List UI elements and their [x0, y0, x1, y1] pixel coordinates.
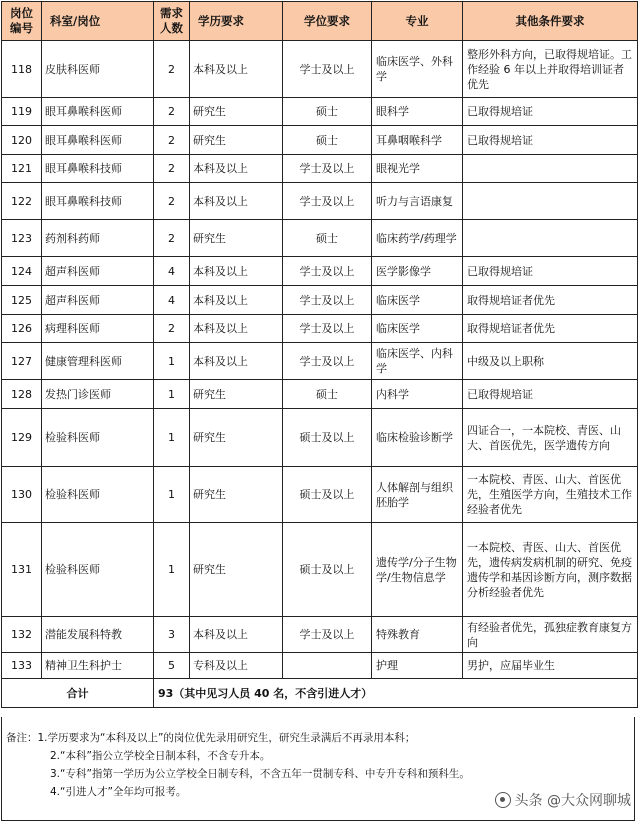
cell-post-id: 118 [2, 41, 42, 98]
cell-post-id: 121 [2, 155, 42, 183]
cell-dept: 药剂科药师 [42, 220, 154, 257]
table-row [2, 41, 638, 98]
cell-major: 医学影像学 [372, 257, 463, 286]
header-degree: 学位要求 [283, 2, 372, 41]
table-row [2, 126, 638, 155]
cell-other [463, 183, 638, 220]
cell-edu: 研究生 [190, 380, 283, 409]
recruitment-table [1, 1, 638, 708]
cell-edu: 本科及以上 [190, 286, 283, 315]
cell-dept: 检验科医师 [42, 467, 154, 523]
cell-other: 一本院校、青医、山大、首医优先，生殖医学方向，生殖技术工作经验者优先 [463, 467, 638, 523]
cell-other: 中级及以上职称 [463, 343, 638, 380]
cell-edu: 本科及以上 [190, 155, 283, 183]
cell-major: 听力与言语康复 [372, 183, 463, 220]
total-label: 合计 [2, 679, 154, 708]
table-row [2, 653, 638, 679]
cell-post-id: 128 [2, 380, 42, 409]
cell-post-id: 124 [2, 257, 42, 286]
table-row [2, 409, 638, 467]
cell-major: 临床医学 [372, 286, 463, 315]
cell-major: 耳鼻咽喉科学 [372, 126, 463, 155]
cell-num: 4 [154, 257, 190, 286]
cell-num: 1 [154, 467, 190, 523]
cell-post-id: 130 [2, 467, 42, 523]
cell-major: 临床检验诊断学 [372, 409, 463, 467]
cell-major: 临床医学、外科学 [372, 41, 463, 98]
cell-major: 遗传学/分子生物学/生物信息学 [372, 523, 463, 617]
cell-num: 1 [154, 343, 190, 380]
cell-other: 已取得规培证 [463, 98, 638, 126]
cell-other: 整形外科方向，已取得规培证。工作经验 6 年以上并取得培训证者优先 [463, 41, 638, 98]
cell-post-id: 133 [2, 653, 42, 679]
watermark [495, 790, 631, 810]
cell-edu: 研究生 [190, 98, 283, 126]
cell-dept: 眼耳鼻喉科医师 [42, 126, 154, 155]
cell-major: 眼科学 [372, 98, 463, 126]
notes-prefix: 备注： [6, 732, 38, 744]
cell-dept: 病理科医师 [42, 315, 154, 343]
cell-dept: 精神卫生科护士 [42, 653, 154, 679]
cell-dept: 皮肤科医师 [42, 41, 154, 98]
table-row [2, 155, 638, 183]
table-row [2, 380, 638, 409]
header-other: 其他条件要求 [463, 2, 638, 41]
cell-num: 2 [154, 315, 190, 343]
cell-major: 临床药学/药理学 [372, 220, 463, 257]
cell-edu: 研究生 [190, 220, 283, 257]
cell-num: 2 [154, 41, 190, 98]
cell-num: 4 [154, 286, 190, 315]
cell-edu: 研究生 [190, 409, 283, 467]
toutiao-logo-icon [495, 792, 511, 808]
table-row [2, 220, 638, 257]
cell-dept: 眼耳鼻喉科医师 [42, 98, 154, 126]
cell-major: 内科学 [372, 380, 463, 409]
cell-degree: 学士及以上 [283, 286, 372, 315]
cell-post-id: 119 [2, 98, 42, 126]
cell-dept: 检验科医师 [42, 523, 154, 617]
cell-post-id: 129 [2, 409, 42, 467]
cell-num: 2 [154, 126, 190, 155]
cell-other: 取得规培证者优先 [463, 286, 638, 315]
cell-major: 护理 [372, 653, 463, 679]
cell-num: 1 [154, 380, 190, 409]
cell-num: 2 [154, 155, 190, 183]
cell-post-id: 132 [2, 617, 42, 653]
cell-degree: 硕士 [283, 126, 372, 155]
cell-post-id: 125 [2, 286, 42, 315]
cell-degree: 学士及以上 [283, 183, 372, 220]
table-row [2, 467, 638, 523]
cell-degree: 学士及以上 [283, 315, 372, 343]
cell-edu: 本科及以上 [190, 257, 283, 286]
cell-dept: 健康管理科医师 [42, 343, 154, 380]
cell-degree: 硕士及以上 [283, 523, 372, 617]
cell-dept: 发热门诊医师 [42, 380, 154, 409]
table-row [2, 183, 638, 220]
cell-dept: 检验科医师 [42, 409, 154, 467]
cell-degree: 学士及以上 [283, 155, 372, 183]
cell-other: 男护，应届毕业生 [463, 653, 638, 679]
table-row [2, 343, 638, 380]
header-major: 专业 [372, 2, 463, 41]
cell-other: 已取得规培证 [463, 257, 638, 286]
cell-dept: 超声科医师 [42, 286, 154, 315]
cell-other: 取得规培证者优先 [463, 315, 638, 343]
cell-dept: 眼耳鼻喉科技师 [42, 155, 154, 183]
table-row [2, 286, 638, 315]
cell-edu: 研究生 [190, 126, 283, 155]
cell-other [463, 155, 638, 183]
header-num: 需求人数 [154, 2, 190, 41]
cell-degree: 学士及以上 [283, 41, 372, 98]
cell-other: 有经验者优先，孤独症教育康复方向 [463, 617, 638, 653]
cell-edu: 本科及以上 [190, 315, 283, 343]
cell-post-id: 127 [2, 343, 42, 380]
cell-post-id: 126 [2, 315, 42, 343]
cell-other: 已取得规培证 [463, 126, 638, 155]
header-post-id: 岗位编号 [2, 2, 42, 41]
cell-other: 已取得规培证 [463, 380, 638, 409]
note-2: 2.“本科”指公立学校全日制本科，不含专升本。 [50, 750, 271, 762]
cell-other: 四证合一，一本院校、青医、山大、首医优先，医学遗传方向 [463, 409, 638, 467]
cell-edu: 本科及以上 [190, 343, 283, 380]
cell-edu: 本科及以上 [190, 617, 283, 653]
header-edu: 学历要求 [190, 2, 283, 41]
cell-dept: 超声科医师 [42, 257, 154, 286]
cell-degree: 硕士 [283, 98, 372, 126]
cell-degree: 硕士 [283, 220, 372, 257]
table-row [2, 617, 638, 653]
cell-num: 3 [154, 617, 190, 653]
cell-num: 1 [154, 523, 190, 617]
cell-degree [283, 653, 372, 679]
cell-other [463, 220, 638, 257]
cell-edu: 本科及以上 [190, 41, 283, 98]
cell-degree: 硕士 [283, 380, 372, 409]
cell-edu: 专科及以上 [190, 653, 283, 679]
note-1: 备注：1.学历要求为“本科及以上”的岗位优先录用研究生，研究生录满后不再录用本科； [6, 732, 416, 744]
cell-post-id: 120 [2, 126, 42, 155]
cell-major: 人体解剖与组织胚胎学 [372, 467, 463, 523]
table-row [2, 315, 638, 343]
cell-major: 临床医学 [372, 315, 463, 343]
cell-edu: 研究生 [190, 523, 283, 617]
cell-post-id: 123 [2, 220, 42, 257]
cell-degree: 硕士及以上 [283, 467, 372, 523]
cell-dept: 潜能发展科特教 [42, 617, 154, 653]
cell-major: 临床医学、内科学 [372, 343, 463, 380]
cell-num: 2 [154, 220, 190, 257]
table-row [2, 257, 638, 286]
watermark-text: 头条 @大众网聊城 [514, 793, 631, 809]
cell-degree: 硕士及以上 [283, 409, 372, 467]
total-value: 93（其中见习人员 40 名，不含引进人才） [154, 679, 638, 708]
note-4: 4.“引进人才”全年均可报考。 [50, 786, 187, 798]
cell-dept: 眼耳鼻喉科技师 [42, 183, 154, 220]
cell-num: 1 [154, 409, 190, 467]
cell-edu: 本科及以上 [190, 183, 283, 220]
cell-num: 5 [154, 653, 190, 679]
total-row [2, 679, 638, 708]
cell-degree: 学士及以上 [283, 343, 372, 380]
cell-post-id: 122 [2, 183, 42, 220]
table-row [2, 523, 638, 617]
cell-num: 2 [154, 183, 190, 220]
table-header-row [2, 2, 638, 41]
note-3: 3.“专科”指第一学历为公立学校全日制专科，不含五年一贯制专科、中专升专科和预科生。 [50, 768, 470, 780]
header-dept: 科室/岗位 [42, 2, 154, 41]
cell-degree: 学士及以上 [283, 257, 372, 286]
cell-edu: 研究生 [190, 467, 283, 523]
table-row [2, 98, 638, 126]
cell-degree: 学士及以上 [283, 617, 372, 653]
cell-major: 眼视光学 [372, 155, 463, 183]
cell-post-id: 131 [2, 523, 42, 617]
cell-num: 2 [154, 98, 190, 126]
cell-major: 特殊教育 [372, 617, 463, 653]
cell-other: 一本院校、青医、山大、首医优先，遗传病发病机制的研究、免疫遗传学和基因诊断方向，测序数据分析经验者优先 [463, 523, 638, 617]
